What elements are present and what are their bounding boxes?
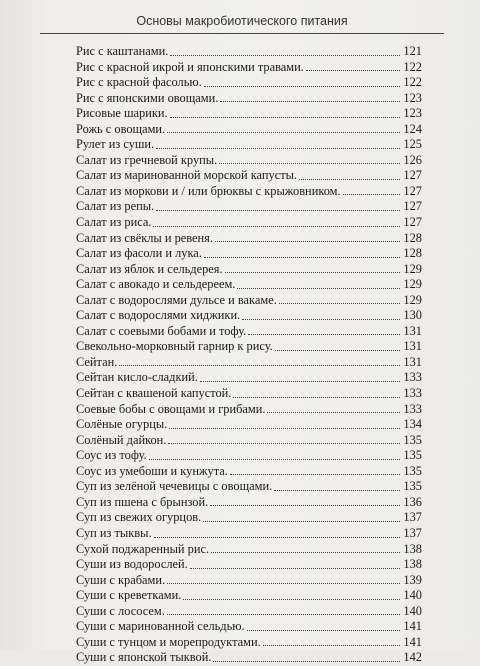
toc-entry: [76, 386, 422, 402]
dot-leader: [167, 614, 400, 615]
dot-leader: [248, 334, 400, 335]
toc-entry-page-number: 141: [403, 619, 422, 634]
toc-entry-page-number: 127: [403, 199, 422, 214]
dot-leader: [211, 552, 400, 553]
toc-entry-page-number: 128: [403, 246, 422, 261]
dot-leader: [154, 537, 400, 538]
toc-entry-page-number: 129: [403, 277, 422, 292]
toc-entry-title: Рис с каштанами.: [76, 44, 169, 58]
dot-leader: [168, 443, 400, 444]
toc-entry-page-number: 136: [403, 494, 422, 509]
toc-entry: [76, 262, 422, 278]
toc-entry: [76, 573, 422, 589]
toc-entry: [76, 91, 422, 107]
dot-leader: [233, 397, 400, 398]
dot-leader: [343, 194, 400, 195]
toc-entry-page-number: 133: [403, 370, 422, 385]
dot-leader: [220, 101, 400, 102]
toc-entry-page-number: 126: [403, 152, 422, 167]
toc-entry-title: Салат из маринованной морской капусты.: [76, 168, 298, 183]
dot-leader: [204, 86, 400, 87]
dot-leader: [156, 210, 400, 211]
dot-leader: [242, 319, 400, 320]
toc-entry: [76, 137, 422, 153]
dot-leader: [119, 365, 400, 366]
toc-entry-page-number: 131: [403, 339, 422, 354]
toc-entry-page-number: 122: [403, 75, 422, 90]
toc-entry-page-number: 127: [403, 168, 422, 183]
toc-entry-page-number: 142: [403, 650, 422, 665]
dot-leader: [219, 163, 400, 164]
toc-entry-page-number: 129: [403, 292, 422, 307]
toc-entry-page-number: 123: [403, 106, 422, 121]
toc-entry-title: Рис с японскими овощами.: [76, 90, 219, 105]
toc-entry-page-number: 135: [403, 448, 422, 463]
toc-entry-title: Салат с водорослями хиджики.: [76, 308, 241, 323]
toc-entry-title: Суши с лососем.: [76, 603, 165, 618]
toc-entry-page-number: 121: [403, 44, 422, 58]
toc-entry: [76, 650, 422, 666]
toc-entry-page-number: 124: [403, 121, 422, 136]
toc-entry-title: Соус из умебоши и кунжута.: [76, 463, 228, 478]
dot-leader: [170, 55, 400, 56]
toc-entry-page-number: 133: [403, 386, 422, 401]
toc-entry-title: Суши с маринованной сельдью.: [76, 619, 245, 634]
toc-entry: [76, 402, 422, 418]
toc-entry: [76, 448, 422, 464]
toc-entry-title: Салат из репы.: [76, 199, 155, 214]
dot-leader: [225, 272, 400, 273]
dot-leader: [247, 630, 400, 631]
dot-leader: [170, 117, 400, 118]
toc-entry-title: Салат из свёклы и ревеня.: [76, 230, 213, 245]
toc-entry-page-number: 140: [403, 603, 422, 618]
toc-entry: [76, 324, 422, 340]
toc-entry-page-number: 130: [403, 308, 422, 323]
toc-entry: [76, 417, 422, 433]
toc-entry-page-number: 131: [403, 323, 422, 338]
toc-entry: [76, 510, 422, 526]
toc-entry-title: Суп из тыквы.: [76, 525, 152, 540]
toc-entry-title: Соевые бобы с овощами и грибами.: [76, 401, 266, 416]
toc-entry-title: Салат с водорослями дульсе и вакаме.: [76, 292, 277, 307]
dot-leader: [204, 257, 400, 258]
toc-entry-page-number: 138: [403, 541, 422, 556]
toc-entry: [76, 246, 422, 262]
toc-entry-title: Салат из моркови и / или брюквы с крыжовником.: [76, 183, 341, 198]
toc-entry-page-number: 131: [403, 354, 422, 369]
toc-entry-page-number: 137: [403, 510, 422, 525]
toc-entry: [76, 277, 422, 293]
dot-leader: [230, 474, 400, 475]
toc-entry-title: Суши с крабами.: [76, 572, 166, 587]
toc-entry-page-number: 123: [403, 90, 422, 105]
toc-entry: [76, 215, 422, 231]
toc-entry: [76, 106, 422, 122]
toc-entry-page-number: 127: [403, 215, 422, 230]
toc-entry-page-number: 127: [403, 183, 422, 198]
toc-entry-title: Салат из гречневой крупы.: [76, 152, 218, 167]
toc-entry-title: Сейтан кисло-сладкий.: [76, 370, 198, 385]
toc-entry-page-number: 137: [403, 525, 422, 540]
dot-leader: [153, 226, 400, 227]
dot-leader: [190, 568, 400, 569]
toc-entry-page-number: 125: [403, 137, 422, 152]
dot-leader: [306, 70, 400, 71]
dot-leader: [299, 179, 400, 180]
toc-entry-title: Сухой поджаренный рис.: [76, 541, 210, 556]
toc-entry-title: Суши с креветками.: [76, 588, 182, 603]
toc-entry-title: Солёный дайкон.: [76, 432, 167, 447]
toc-entry-title: Суши из водорослей.: [76, 557, 188, 572]
toc-entry-title: Суп из свежих огурцов.: [76, 510, 202, 525]
toc-entry-title: Салат из яблок и сельдерея.: [76, 261, 223, 276]
toc-entry: [76, 604, 422, 620]
toc-entry-page-number: 129: [403, 261, 422, 276]
dot-leader: [200, 381, 400, 382]
toc-entry: [76, 184, 422, 200]
toc-entry: [76, 122, 422, 138]
dot-leader: [215, 241, 400, 242]
toc-entry: [76, 464, 422, 480]
dot-leader: [267, 412, 400, 413]
toc-entry-title: Салат из риса.: [76, 215, 152, 230]
toc-entry: [76, 199, 422, 215]
toc-entry-title: Рисовые шарики.: [76, 106, 168, 121]
toc-entry-title: Салат с авокадо и сельдереем.: [76, 277, 236, 292]
toc-entry-page-number: 139: [403, 572, 422, 587]
toc-entry: [76, 619, 422, 635]
toc-entry-page-number: 141: [403, 634, 422, 649]
dot-leader: [149, 459, 400, 460]
toc-entry-title: Салат с соевыми бобами и тофу.: [76, 323, 247, 338]
dot-leader: [210, 505, 400, 506]
toc-entry: [76, 75, 422, 91]
toc-entry-page-number: 138: [403, 557, 422, 572]
toc-entry: [76, 433, 422, 449]
toc-entry: [76, 526, 422, 542]
toc-entry-title: Суши с японской тыквой.: [76, 650, 212, 665]
toc-entry: [76, 588, 422, 604]
toc-entry-title: Рожь с овощами.: [76, 121, 166, 136]
toc-entry: [76, 168, 422, 184]
dot-leader: [237, 288, 400, 289]
toc-entry: [76, 60, 422, 76]
toc-entry-title: Рис с красной икрой и японскими травами.: [76, 59, 304, 74]
toc-entry: [76, 542, 422, 558]
toc-entry-title: Суп из зелёной чечевицы с овощами.: [76, 479, 273, 494]
toc-entry-title: Суп из пшена с брынзой.: [76, 494, 209, 509]
toc-entry-page-number: 135: [403, 479, 422, 494]
dot-leader: [263, 645, 400, 646]
toc-entry-title: Свекольно-морковный гарнир к рису.: [76, 339, 273, 354]
toc-entry: [76, 635, 422, 651]
toc-entry-page-number: 133: [403, 401, 422, 416]
toc-entry-page-number: 128: [403, 230, 422, 245]
dot-leader: [275, 350, 400, 351]
toc-entry: [76, 308, 422, 324]
toc-entry: [76, 339, 422, 355]
dot-leader: [203, 521, 400, 522]
running-header: Основы макробиотического питания: [40, 14, 444, 34]
toc-entry: [76, 293, 422, 309]
dot-leader: [169, 428, 400, 429]
toc-entry: [76, 231, 422, 247]
toc-entry-title: Рулет из суши.: [76, 137, 155, 152]
toc-entry-title: Сейтан с квашеной капустой.: [76, 386, 232, 401]
toc-entry-title: Рис с красной фасолью.: [76, 75, 202, 90]
table-of-contents: [76, 44, 422, 666]
toc-entry: [76, 495, 422, 511]
toc-entry-page-number: 135: [403, 432, 422, 447]
toc-entry-page-number: 122: [403, 59, 422, 74]
toc-entry: [76, 44, 422, 60]
toc-entry-page-number: 140: [403, 588, 422, 603]
toc-entry-title: Солёные огурцы.: [76, 417, 168, 432]
toc-entry: [76, 557, 422, 573]
dot-leader: [274, 490, 400, 491]
toc-entry: [76, 153, 422, 169]
dot-leader: [167, 583, 400, 584]
dot-leader: [279, 303, 400, 304]
toc-entry-page-number: 134: [403, 417, 422, 432]
dot-leader: [213, 661, 400, 662]
toc-entry: [76, 370, 422, 386]
dot-leader: [156, 148, 400, 149]
toc-entry-title: Суши с тунцом и морепродуктами.: [76, 634, 261, 649]
toc-entry-title: Сейтан.: [76, 354, 118, 369]
toc-entry-title: Салат из фасоли и лука.: [76, 246, 202, 261]
toc-entry: [76, 355, 422, 371]
toc-entry-title: Соус из тофу.: [76, 448, 147, 463]
toc-entry-page-number: 135: [403, 463, 422, 478]
dot-leader: [167, 132, 400, 133]
toc-entry: [76, 479, 422, 495]
dot-leader: [183, 599, 400, 600]
